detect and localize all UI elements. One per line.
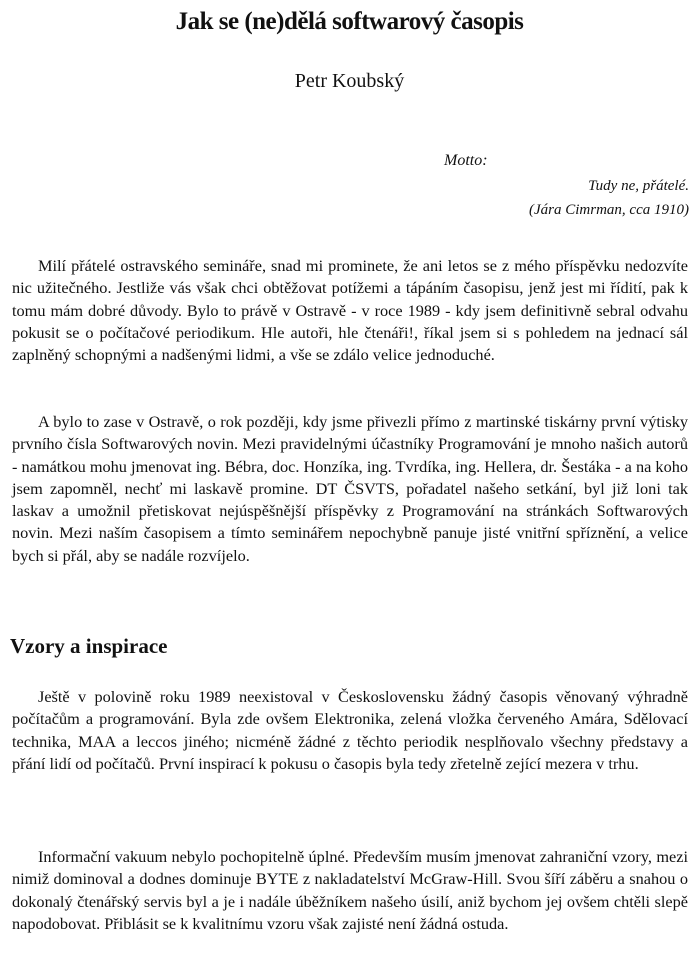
motto-quote: Tudy ne, přátelé.	[588, 178, 689, 194]
article-author: Petr Koubský	[294, 70, 405, 92]
paragraph-1	[12, 255, 688, 366]
article-title: Jak se (ne)dělá softwarový časopis	[175, 8, 524, 35]
section-heading: Vzory a inspirace	[10, 634, 168, 658]
paragraph-3-text: Ještě v polovině roku 1989 neexistoval v Československu žádný časopis věnovaný výhradně počítačům a programování. Byla zde ovšem Elektronika, zelená vložka červeného Amára, Sdělovací technika, MAA a leccos jiného; nicméně žádné z těchto periodik nesplňovalo všechny představy a přání lidí od počítačů. První inspirací k pokusu o časopis byla tedy zřetelně zející mezera v trhu.	[12, 687, 688, 773]
motto-attribution: (Jára Cimrman, cca 1910)	[529, 202, 689, 218]
paragraph-3	[12, 686, 688, 775]
motto-label: Motto:	[444, 152, 488, 169]
paragraph-2-text: A bylo to zase v Ostravě, o rok později, kdy jsme přivezli přímo z martinské tiskárny první výtisky prvního čísla Softwarových novin. Mezi pravidelnými účastníky Programování je mnoho našich autorů - namátkou mohu jmenovat ing. Bébra, doc. Honzíka, ing. Tvrdíka, ing. Hellera, dr. Šestáka - a na koho jsem zapomněl, nechť mi laskavě promine. DT ČSVTS, pořadatel našeho setkání, byl již loni tak laskav a umožnil přetiskovat nejúspěšnější příspěvky z Programování na stránkách Softwarových novin. Mezi naším časopisem a tímto seminářem nepochybně panuje jisté vnitřní spříznění, a velice bych si přál, aby se nadále rozvíjelo.	[12, 412, 688, 565]
paragraph-4	[12, 846, 688, 935]
paragraph-4-text: Informační vakuum nebylo pochopitelně úplné. Především musím jmenovat zahraniční vzory, mezi nimiž dominoval a dodnes dominuje BYTE z nakladatelství McGraw-Hill. Svou šíří záběru a snahou o dokonalý čtenářský servis byl a je i nadále úběžníkem našeho úsilí, aniž bychom jej ovšem chtěli slepě napodobovat. Přiblásit se k kvalitnímu vzoru však zajisté není žádná ostuda.	[12, 847, 688, 933]
paragraph-1-text: Milí přátelé ostravského semináře, snad mi prominete, že ani letos se z mého příspěvku nedozvíte nic užitečného. Jestliže vás však chci obtěžovat potížemi a tápáním časopisu, jenž jest mi řídití, pak k tomu mám dobré důvody. Bylo to právě v Ostravě - v roce 1989 - kdy jsem definitivně sebral odvahu pokusit se o počítačové periodikum. Hle autoři, hle čtenáři!, říkal jsem si s pohledem na jednací sál zaplněný schopnými a nadšenými lidmi, a vše se zdálo velice jednoduché.	[12, 256, 688, 365]
paragraph-2	[12, 411, 688, 567]
